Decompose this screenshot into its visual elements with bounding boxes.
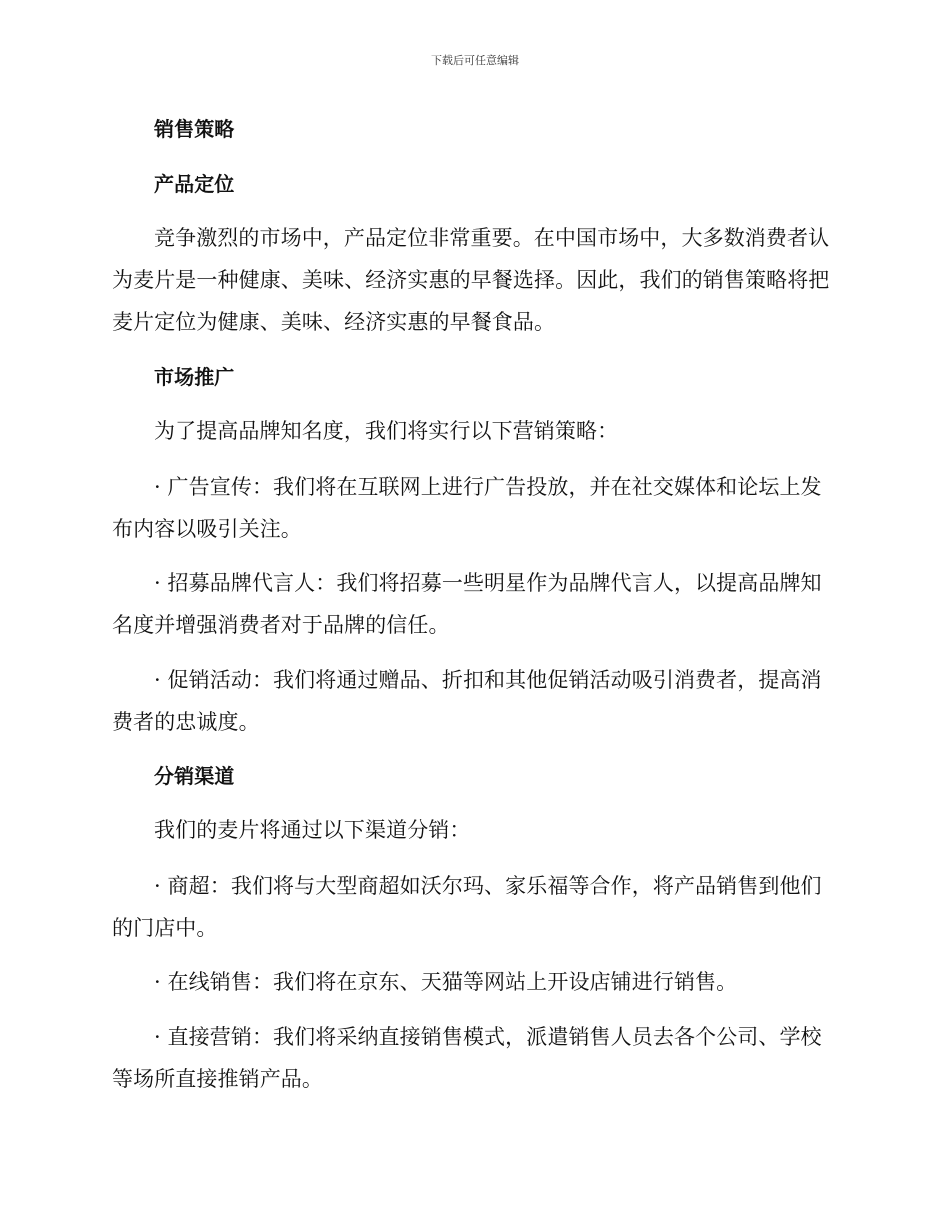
paragraph-distribution-intro: 我们的麦片将通过以下渠道分销： (154, 818, 471, 842)
page-header: 下载后可任意编辑 (431, 54, 519, 67)
section-heading-distribution-channels: 分销渠道 (154, 764, 235, 788)
paragraph-product-positioning: 竞争激烈的市场中，产品定位非常重要。在中国市场中，大多数消费者认为麦片是一种健康、美味、经济实惠的早餐选择。因此，我们的销售策略将把麦片定位为健康、美味、经济实惠的早餐食品。 (112, 226, 830, 334)
section-heading-market-promotion: 市场推广 (154, 365, 235, 389)
paragraph-market-promotion-intro: 为了提高品牌知名度，我们将实行以下营销策略： (154, 419, 619, 443)
list-item-supermarkets: · 商超：我们将与大型商超如沃尔玛、家乐福等合作，将产品销售到他们的门店中。 (112, 874, 822, 940)
document-title: 销售策略 (154, 117, 235, 141)
list-item-promotions: · 促销活动：我们将通过赠品、折扣和其他促销活动吸引消费者，提高消费者的忠诚度。 (112, 668, 822, 734)
section-heading-product-positioning: 产品定位 (154, 172, 235, 196)
list-item-direct-marketing: · 直接营销：我们将采纳直接销售模式，派遣销售人员去各个公司、学校等场所直接推销产品。 (112, 1025, 822, 1091)
list-item-advertising: · 广告宣传：我们将在互联网上进行广告投放，并在社交媒体和论坛上发布内容以吸引关注。 (112, 475, 822, 541)
list-item-online-sales: · 在线销售：我们将在京东、天猫等网站上开设店铺进行销售。 (154, 970, 738, 994)
list-item-brand-ambassador: · 招募品牌代言人：我们将招募一些明星作为品牌代言人，以提高品牌知名度并增强消费者对于品牌的信任。 (112, 571, 822, 637)
